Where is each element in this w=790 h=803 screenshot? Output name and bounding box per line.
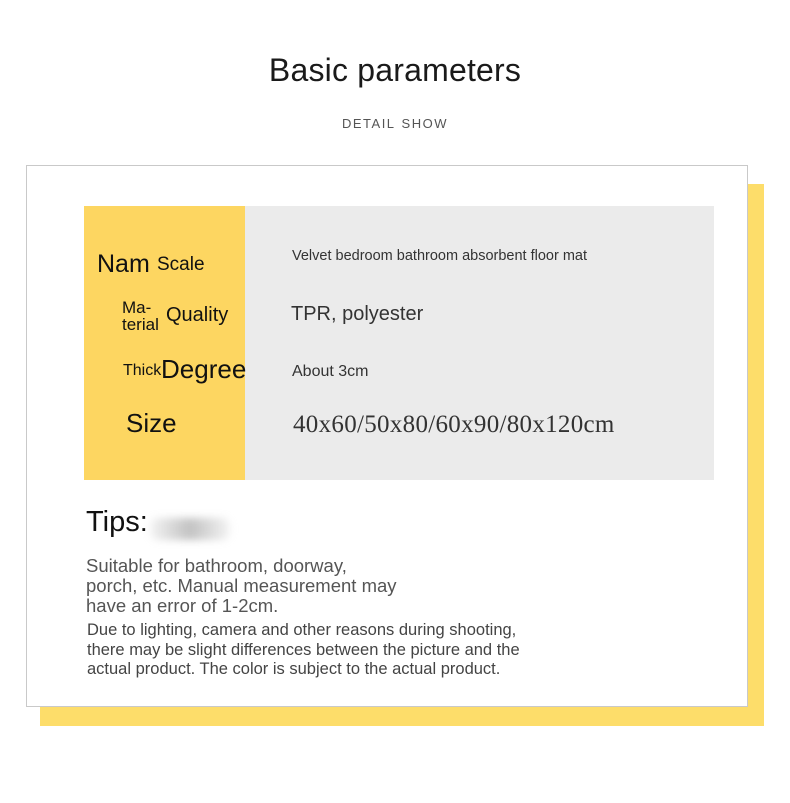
tips-line: have an error of 1-2cm. <box>86 595 279 616</box>
tips-line: actual product. The color is subject to the actual product. <box>87 660 501 678</box>
parameters-table <box>84 206 714 480</box>
page-title: Basic parameters <box>268 52 522 88</box>
param-value-name: Velvet bedroom bathroom absorbent floor mat <box>292 248 587 264</box>
param-label-thick-b: Degree <box>161 354 247 384</box>
tips-line: Suitable for bathroom, doorway, <box>86 555 347 576</box>
param-label-size: Size <box>126 408 177 438</box>
tips-heading: Tips: <box>86 506 148 538</box>
tips-line: Due to lighting, camera and other reasons during shooting, <box>87 621 517 639</box>
param-label-thick-a: Thick <box>123 362 161 379</box>
tips-paragraph-color <box>87 621 520 680</box>
param-label-name-b: Scale <box>157 254 205 275</box>
param-value-material: TPR, polyester <box>291 303 424 325</box>
param-label-material-a: Ma- terial <box>122 298 159 334</box>
subtitle-word-detail: DETAIL <box>341 116 396 131</box>
param-label-name-a: Nam <box>97 250 150 278</box>
tips-line: there may be slight differences between the picture and the <box>87 640 520 659</box>
subtitle-word-show: SHOW <box>401 116 448 131</box>
tips-paragraph-measurement <box>86 556 397 616</box>
blurred-text-mark <box>150 518 230 540</box>
param-value-thickness: About 3cm <box>292 363 369 380</box>
param-label-material-b: Quality <box>166 304 229 326</box>
tips-line: porch, etc. Manual measurement may <box>86 575 397 596</box>
page-subtitle <box>0 116 790 131</box>
param-value-size: 40x60/50x80/60x90/80x120cm <box>293 411 615 438</box>
